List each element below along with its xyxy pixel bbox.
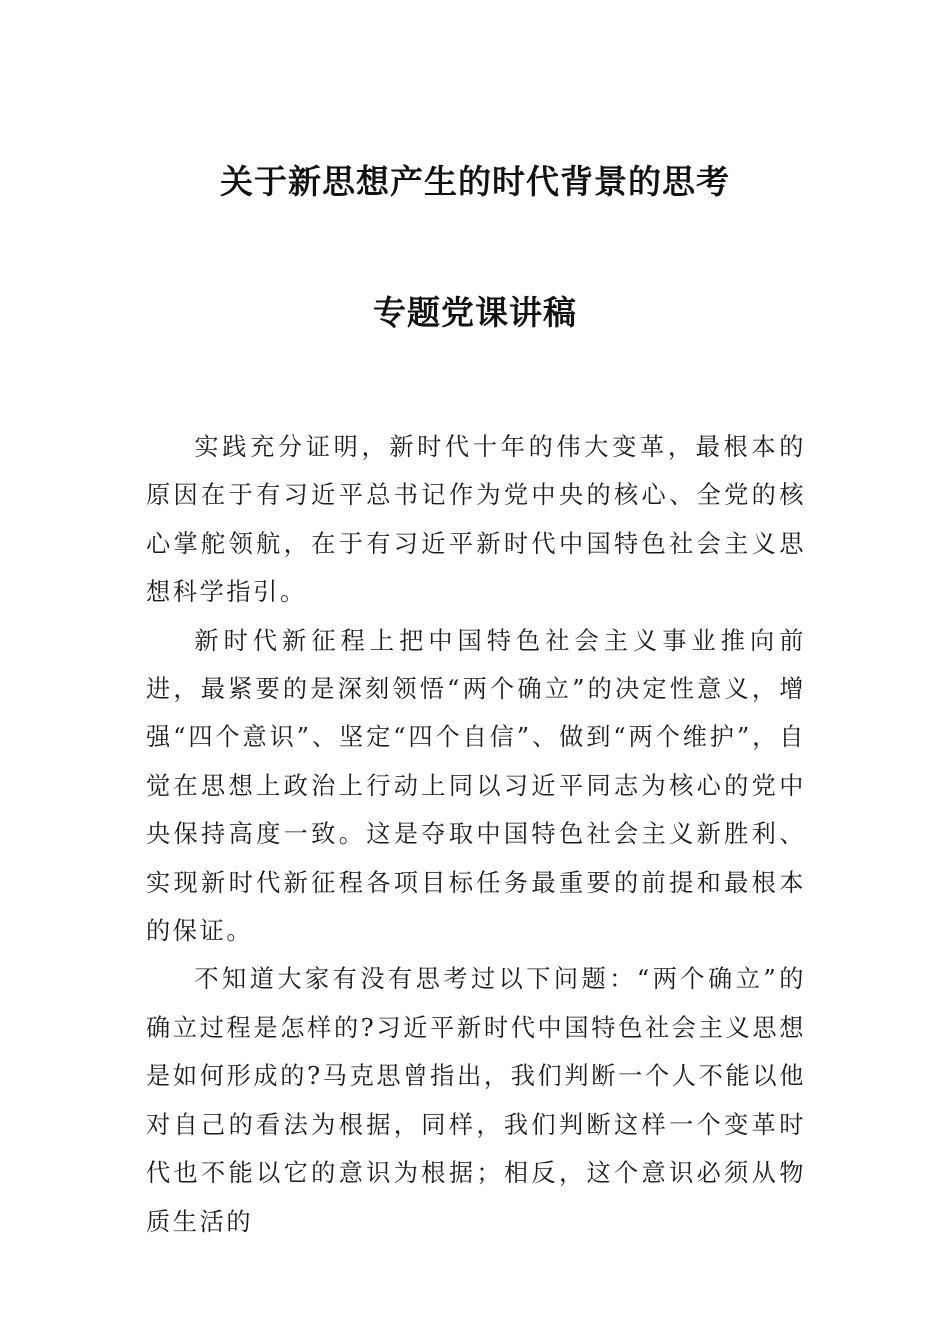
document-subtitle: 专题党课讲稿 [373, 293, 577, 332]
document-body [146, 423, 806, 1246]
paragraph-1: 实践充分证明，新时代十年的伟大变革，最根本的原因在于有习近平总书记作为党中央的核心、全党的核心掌舵领航，在于有习近平新时代中国特色社会主义思想科学指引。 [146, 433, 806, 607]
document-title: 关于新思想产生的时代背景的思考 [220, 162, 730, 201]
paragraph-2: 新时代新征程上把中国特色社会主义事业推向前进，最紧要的是深刻领悟“两个确立”的决定性意义，增强“四个意识”、坚定“四个自信”、做到“两个维护”，自觉在思想上政治上行动上同以习近平同志为核心的党中央保持高度一致。这是夺取中国特色社会主义新胜利、实现新时代新征程各项目标任务最重要的前提和最根本的保证。 [146, 626, 806, 946]
paragraph-3: 不知道大家有没有思考过以下问题：“两个确立”的确立过程是怎样的?习近平新时代中国特色社会主义思想是如何形成的?马克思曾指出，我们判断一个人不能以他对自己的看法为根据，同样，我们判断这样一个变革时代也不能以它的意识为根据；相反，这个意识必须从物质生活的 [146, 965, 806, 1236]
